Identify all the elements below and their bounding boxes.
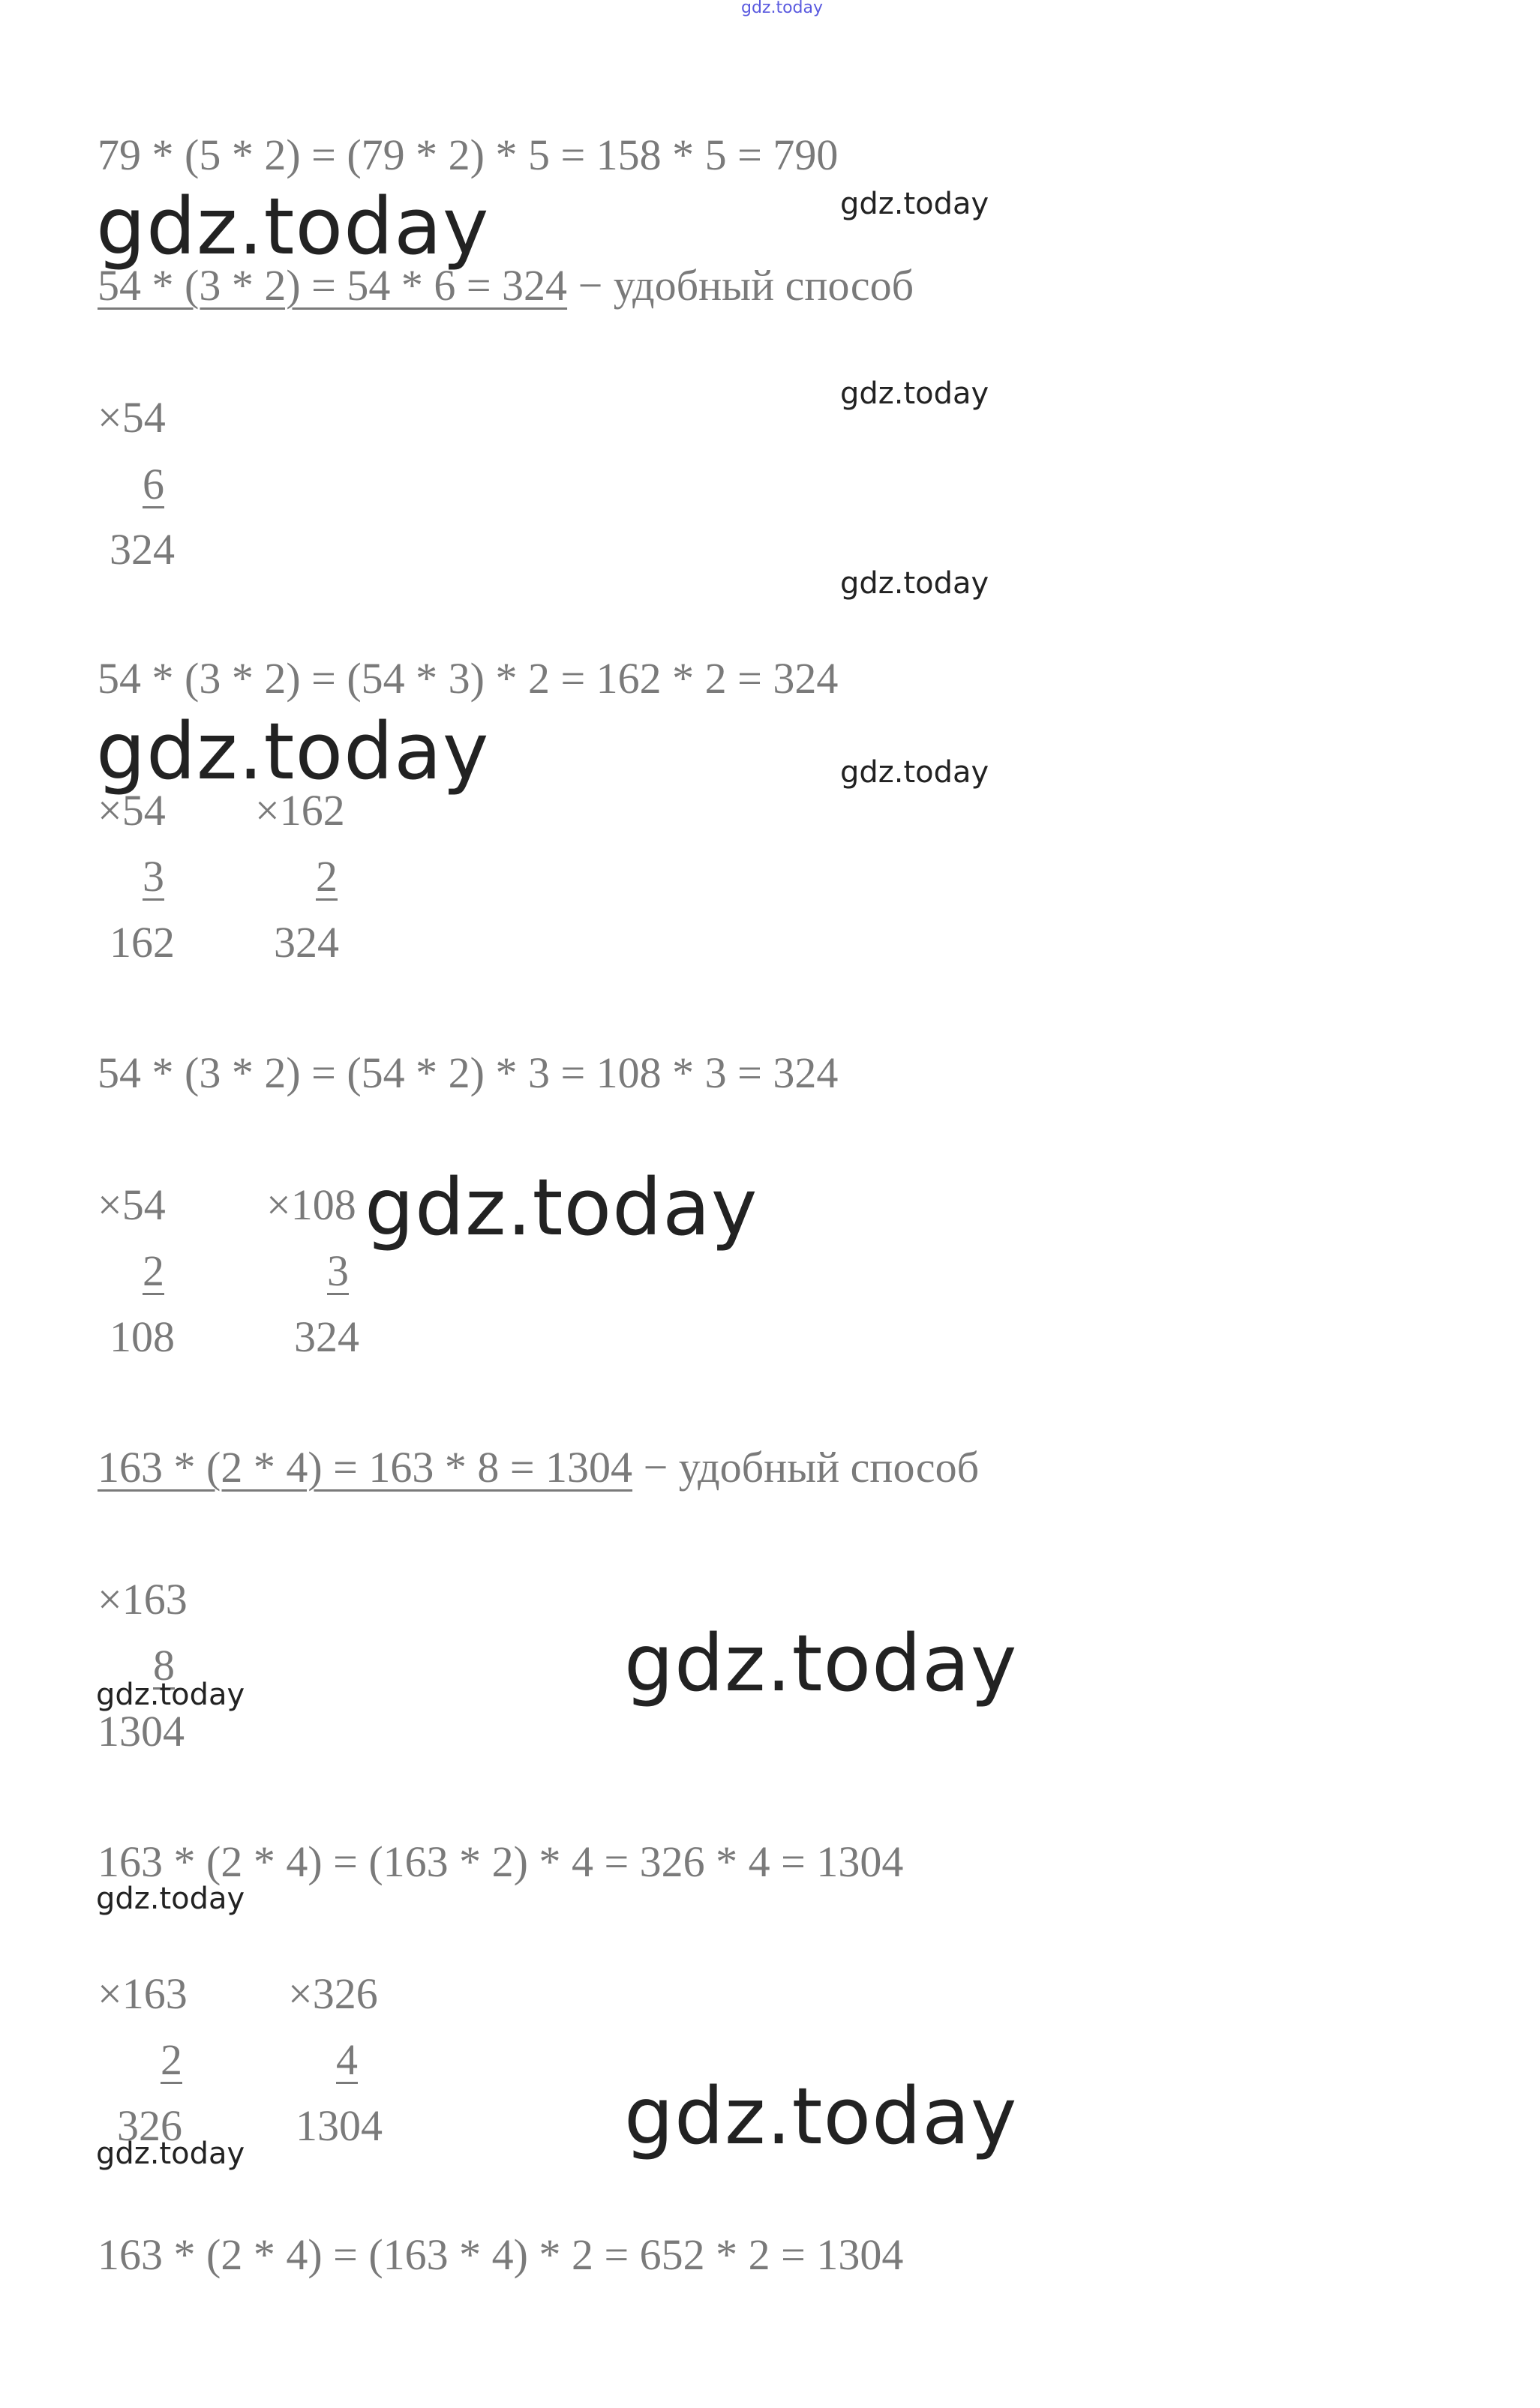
mult-3a-result: 108 <box>110 1312 175 1361</box>
mult-5a-top: ×163 <box>98 1969 188 2018</box>
equation-line-7: 163 * (2 * 4) = (163 * 4) * 2 = 652 * 2 = 1304 <box>98 2230 904 2279</box>
watermark-small: gdz.today <box>840 566 989 601</box>
watermark-large: gdz.today <box>96 706 490 797</box>
mult-2b-top: ×162 <box>255 786 345 835</box>
mult-5b-top: ×326 <box>288 1969 378 2018</box>
mult-2a-result: 162 <box>110 918 175 967</box>
equation-line-2-note: − удобный способ <box>567 261 914 310</box>
watermark-large: gdz.today <box>624 2071 1018 2162</box>
watermark-large: gdz.today <box>96 181 490 272</box>
mult-4-top: ×163 <box>98 1575 188 1624</box>
watermark-large: gdz.today <box>624 1618 1018 1709</box>
mult-5b-result: 1304 <box>296 2101 383 2150</box>
equation-line-5 <box>98 1443 980 1492</box>
mult-3a-top: ×54 <box>98 1180 166 1229</box>
mult-3b-result: 324 <box>294 1312 359 1361</box>
equation-line-4: 54 * (3 * 2) = (54 * 2) * 3 = 108 * 3 = 324 <box>98 1048 839 1097</box>
watermark-large: gdz.today <box>365 1162 758 1253</box>
watermark-small: gdz.today <box>96 1882 245 1916</box>
watermark-top: gdz.today <box>741 0 824 17</box>
equation-line-6: 163 * (2 * 4) = (163 * 2) * 4 = 326 * 4 = 1304 <box>98 1837 904 1886</box>
mult-5b-factor: 4 <box>336 2035 358 2084</box>
mult-1-factor: 6 <box>143 460 164 508</box>
mult-2a-factor: 3 <box>143 852 164 901</box>
equation-line-5-note: − удобный способ <box>632 1443 980 1492</box>
mult-2a-top: ×54 <box>98 786 166 835</box>
mult-4-result: 1304 <box>98 1707 185 1756</box>
mult-3a-factor: 2 <box>143 1246 164 1295</box>
mult-3b-factor: 3 <box>327 1246 349 1295</box>
mult-1-top: ×54 <box>98 393 166 442</box>
watermark-small: gdz.today <box>96 2137 245 2171</box>
watermark-small: gdz.today <box>840 376 989 411</box>
equation-line-2 <box>98 261 914 310</box>
equation-line-5-underlined: 163 * (2 * 4) = 163 * 8 = 1304 <box>98 1443 633 1492</box>
mult-3b-top: ×108 <box>266 1180 356 1229</box>
mult-4-factor: 8 <box>153 1641 175 1690</box>
mult-5a-result: 326 <box>117 2101 182 2150</box>
mult-5a-factor: 2 <box>161 2035 182 2084</box>
equation-line-1: 79 * (5 * 2) = (79 * 2) * 5 = 158 * 5 = 790 <box>98 130 839 179</box>
watermark-small: gdz.today <box>840 187 989 221</box>
watermark-small: gdz.today <box>840 755 989 790</box>
equation-line-2-underlined: 54 * (3 * 2) = 54 * 6 = 324 <box>98 261 568 310</box>
equation-line-3: 54 * (3 * 2) = (54 * 3) * 2 = 162 * 2 = 324 <box>98 654 839 703</box>
mult-2b-factor: 2 <box>316 852 338 901</box>
mult-2b-result: 324 <box>274 918 339 967</box>
watermark-small: gdz.today <box>96 1678 245 1712</box>
mult-1-result: 324 <box>110 525 175 574</box>
